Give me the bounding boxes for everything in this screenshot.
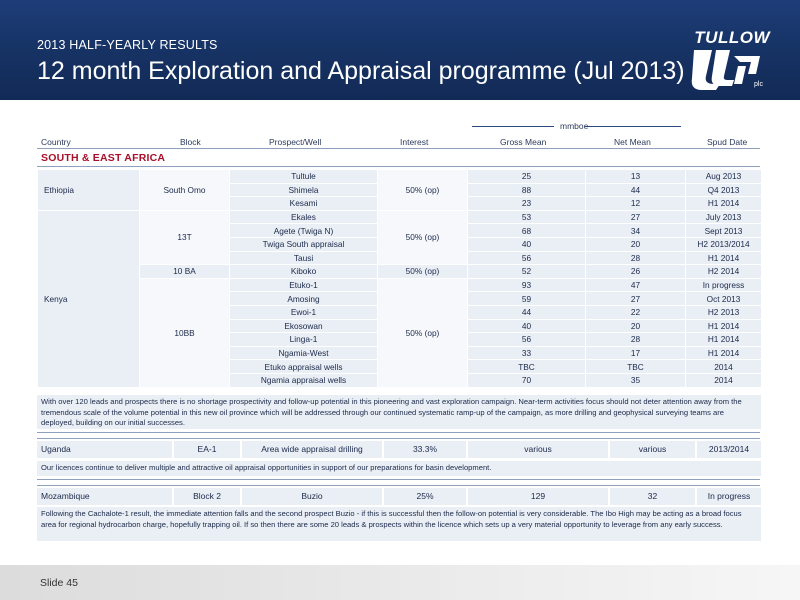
spud-cell: H2 2013: [686, 305, 762, 319]
table-row: [38, 265, 762, 279]
slide-title: 12 month Exploration and Appraisal programme (Jul 2013): [37, 57, 685, 85]
country-cell: Ethiopia: [38, 170, 140, 211]
net-cell: 17: [586, 346, 686, 360]
mozambique-note: Following the Cachalote-1 result, the immediate attention falls and the second prospect Buzio - if this is successful then the follow-on potential is very considerable. The Ibo High may be acting as a broad focus area for regional hydrocarbon charge, hopefully trapping oil. If so then there are some 20 leads & prospects within the licence which sets up a very material opportunity to leverage from any early success.: [37, 507, 761, 541]
col-net: Net Mean: [614, 137, 651, 147]
gross-cell: 70: [468, 373, 586, 387]
table-row: [38, 210, 762, 224]
divider: [37, 479, 760, 480]
col-block: Block: [180, 137, 201, 147]
net-cell: TBC: [586, 360, 686, 374]
spud-cell: H2 2013/2014: [686, 237, 762, 251]
spud-cell: H1 2014: [686, 197, 762, 211]
table-row: [38, 170, 762, 184]
interest-cell: 33.3%: [384, 441, 466, 458]
prospect-cell: Tultule: [230, 170, 378, 184]
logo-plc: plc: [754, 81, 763, 88]
prospect-cell: Etuko appraisal wells: [230, 360, 378, 374]
spud-cell: In progress: [697, 488, 761, 505]
prospect-cell: Ngamia-West: [230, 346, 378, 360]
spud-cell: Aug 2013: [686, 170, 762, 184]
net-cell: 35: [586, 373, 686, 387]
table-row: [38, 278, 762, 292]
prospect-cell: Amosing: [230, 292, 378, 306]
divider: [37, 438, 760, 439]
region-divider: [37, 166, 760, 167]
spud-cell: H2 2014: [686, 265, 762, 279]
slide-number: Slide 45: [40, 577, 78, 589]
divider: [37, 485, 760, 486]
gross-cell: various: [468, 441, 608, 458]
gross-cell: 53: [468, 210, 586, 224]
logo-wordmark: TULLOW: [694, 28, 770, 47]
net-cell: 27: [586, 210, 686, 224]
country-cell: Mozambique: [37, 488, 172, 505]
gross-cell: 129: [468, 488, 608, 505]
gross-cell: 44: [468, 305, 586, 319]
interest-cell: 50% (op): [378, 210, 468, 264]
net-cell: 47: [586, 278, 686, 292]
gross-cell: 33: [468, 346, 586, 360]
spud-cell: H1 2014: [686, 346, 762, 360]
net-cell: 20: [586, 319, 686, 333]
net-cell: 32: [610, 488, 695, 505]
slide-header: [0, 0, 800, 100]
gross-cell: TBC: [468, 360, 586, 374]
east-africa-note: With over 120 leads and prospects there is no shortage prospectivity and follow-up potential in this pioneering and vast exploration campaign. Near-term activities focus should not deter attention away from the tremendous scale of the volume potential in this new oil province which will be addressed through our continued systematic ramp-up of the campaign, as more drilling and geophysical surveying teams are deployed, building on our initial successes.: [37, 395, 761, 429]
prospect-cell: Ewoi-1: [230, 305, 378, 319]
gross-cell: 52: [468, 265, 586, 279]
gross-cell: 88: [468, 183, 586, 197]
spud-cell: H1 2014: [686, 319, 762, 333]
gross-cell: 56: [468, 333, 586, 347]
col-prospect: Prospect/Well: [269, 137, 322, 147]
country-cell: Kenya: [38, 210, 140, 387]
net-cell: various: [610, 441, 695, 458]
header-divider: [37, 148, 760, 149]
spud-cell: Q4 2013: [686, 183, 762, 197]
prospect-cell: Ngamia appraisal wells: [230, 373, 378, 387]
interest-cell: 50% (op): [378, 170, 468, 211]
prospect-cell: Ekales: [230, 210, 378, 224]
prospect-cell: Etuko-1: [230, 278, 378, 292]
prospect-cell: Area wide appraisal drilling: [242, 441, 382, 458]
interest-cell: 25%: [384, 488, 466, 505]
spud-cell: In progress: [686, 278, 762, 292]
col-country: Country: [41, 137, 71, 147]
spud-cell: Oct 2013: [686, 292, 762, 306]
spud-cell: Sept 2013: [686, 224, 762, 238]
net-cell: 26: [586, 265, 686, 279]
block-cell: 10 BA: [140, 265, 230, 279]
gross-cell: 93: [468, 278, 586, 292]
net-cell: 20: [586, 237, 686, 251]
col-gross: Gross Mean: [500, 137, 547, 147]
prospect-cell: Ekosowan: [230, 319, 378, 333]
net-cell: 28: [586, 251, 686, 265]
net-cell: 13: [586, 170, 686, 184]
block-cell: South Omo: [140, 170, 230, 211]
prospect-cell: Shimela: [230, 183, 378, 197]
mmboe-rule-right: [585, 126, 681, 127]
gross-cell: 23: [468, 197, 586, 211]
uganda-row: [37, 441, 761, 458]
col-spud: Spud Date: [707, 137, 748, 147]
prospect-cell: Tausi: [230, 251, 378, 265]
mozambique-row: [37, 488, 761, 505]
gross-cell: 40: [468, 319, 586, 333]
exploration-table: [37, 169, 762, 388]
header-kicker: 2013 HALF-YEARLY RESULTS: [37, 38, 218, 52]
net-cell: 22: [586, 305, 686, 319]
block-cell: Block 2: [174, 488, 240, 505]
mmboe-label: mmboe: [560, 121, 589, 131]
block-cell: 10BB: [140, 278, 230, 387]
divider: [37, 432, 760, 433]
interest-cell: 50% (op): [378, 278, 468, 387]
net-cell: 12: [586, 197, 686, 211]
spud-cell: 2014: [686, 360, 762, 374]
block-cell: EA-1: [174, 441, 240, 458]
interest-cell: 50% (op): [378, 265, 468, 279]
net-cell: 27: [586, 292, 686, 306]
prospect-cell: Linga-1: [230, 333, 378, 347]
gross-cell: 59: [468, 292, 586, 306]
prospect-cell: Buzio: [242, 488, 382, 505]
spud-cell: H1 2014: [686, 333, 762, 347]
gross-cell: 56: [468, 251, 586, 265]
block-cell: 13T: [140, 210, 230, 264]
region-heading: SOUTH & EAST AFRICA: [41, 152, 166, 164]
col-interest: Interest: [400, 137, 429, 147]
spud-cell: 2014: [686, 373, 762, 387]
logo-emblem-icon: [690, 46, 770, 92]
country-cell: Uganda: [37, 441, 172, 458]
gross-cell: 40: [468, 237, 586, 251]
spud-cell: July 2013: [686, 210, 762, 224]
gross-cell: 68: [468, 224, 586, 238]
prospect-cell: Kesami: [230, 197, 378, 211]
net-cell: 44: [586, 183, 686, 197]
prospect-cell: Twiga South appraisal: [230, 237, 378, 251]
spud-cell: 2013/2014: [697, 441, 761, 458]
net-cell: 34: [586, 224, 686, 238]
spud-cell: H1 2014: [686, 251, 762, 265]
mmboe-rule-left: [472, 126, 554, 127]
net-cell: 28: [586, 333, 686, 347]
uganda-note: Our licences continue to deliver multiple and attractive oil appraisal opportunities in support of our preparations for basin development.: [37, 461, 761, 476]
tullow-logo: [690, 28, 772, 94]
prospect-cell: Kiboko: [230, 265, 378, 279]
prospect-cell: Agete (Twiga N): [230, 224, 378, 238]
gross-cell: 25: [468, 170, 586, 184]
slide-footer: [0, 565, 800, 600]
